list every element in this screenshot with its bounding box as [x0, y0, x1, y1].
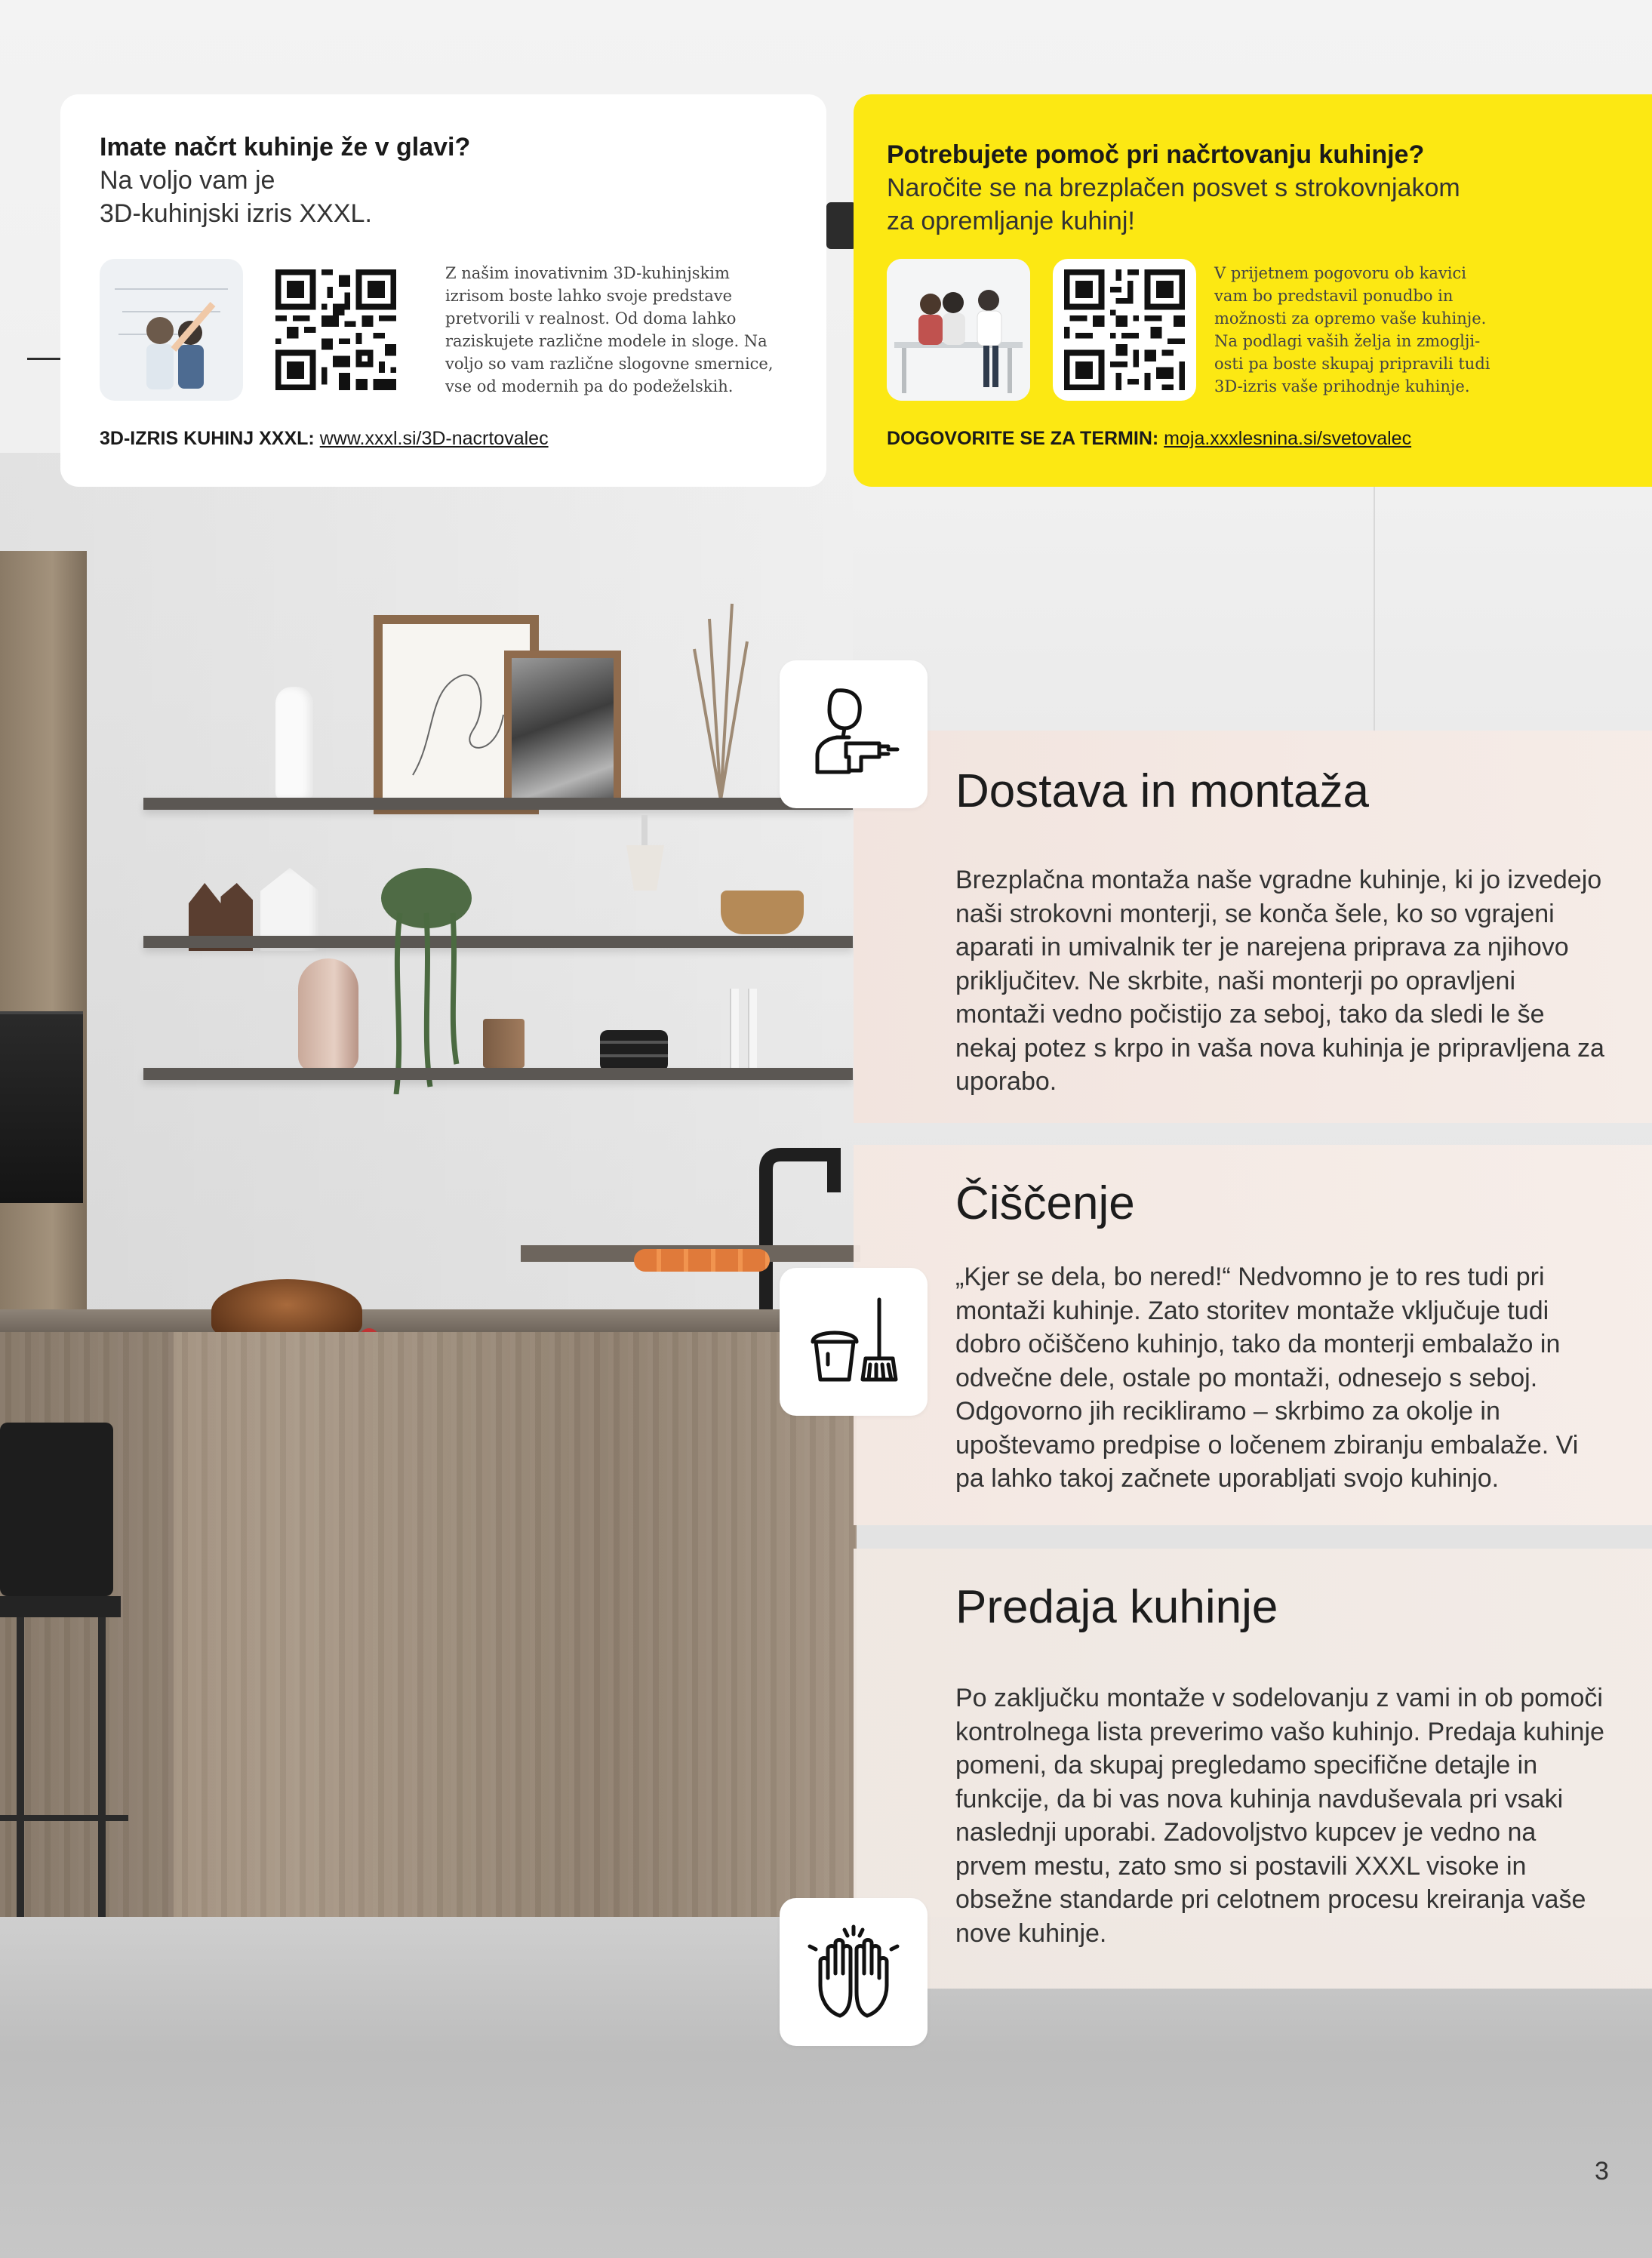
card-3d-lead: Na voljo vam je 3D-kuhinjski izris XXXL. [100, 166, 372, 228]
bucket-broom-icon [801, 1289, 906, 1395]
card-3d-description: Z našim inovativnim 3D-kuhinjskim izrisom boste lahko svoje predstave pretvorili v realnost. Od doma lahko raziskujete različne modele in sloge. Na voljo so vam različne slogovne smernice, vse od modernih pa do podeželskih. [445, 264, 774, 395]
dried-grass [679, 589, 762, 800]
qr-code-icon [1064, 269, 1185, 390]
card-consult-title: Potrebujete pomoč pri načrtovanju kuhinje? [887, 140, 1425, 169]
service-title: Dostava in montaža [955, 765, 1369, 817]
service-body: Po zaključku montaže v sodelovanju z vami in ob pomoči kontrolnega lista preverimo vašo kuhinjo. Predaja kuhinje pomeni, da skupaj pregledamo specifične detajle in funkcije, da bi vas nova kuhinja navduševala pri vsaki naslednji uporabi. Zadovoljstvo kupcev je vedno na prvem mestu, zato smo si postavili XXXL visoke in obsežne standarde pri celotnem procesu kreiranja vaše nove kuhinje. [955, 1684, 1604, 1948]
qr-code-icon [275, 269, 396, 390]
card-3d-planner [60, 94, 826, 487]
card-consult-description: V prijetnem pogovoru ob kavici vam bo predstavil ponudbo in možnosti za opremo vaše kuhinje. Na podlagi vaših želja in zmoglji- osti pa boste skupaj pripravili tudi 3D-izris vaše prihodnje kuhinje. [1214, 264, 1490, 395]
card-consult-lead: Naročite se na brezplačen posvet s strokovnjakom za opremljanje kuhinj! [887, 174, 1460, 235]
service-title: Predaja kuhinje [955, 1581, 1278, 1633]
oven [0, 1011, 83, 1203]
card-consult-link-label: DOGOVORITE SE ZA TERMIN: [887, 428, 1159, 449]
wall-hook [826, 202, 857, 249]
card-consultation [854, 94, 1652, 487]
books [721, 989, 766, 1072]
installer-tile [780, 660, 928, 808]
service-body: „Kjer se dela, bo nered!“ Nedvomno je to res tudi pri montaži kuhinje. Zato storitev montaže vključuje tudi dobro očiščeno kuhinjo, tako da monterji embalažo in odvečne dele, ostale po montaži, odnesejo s seboj. Odgovorno jih recikliramo – skrbimo za okolje in upoštevamo predpise o ločenem zbiranju embalaže. Vi pa lahko takoj začnete uporabljati svojo kuhinjo. [955, 1263, 1579, 1493]
handover-tile [780, 1898, 928, 2046]
card-3d-link[interactable]: www.xxxl.si/3D-nacrtovalec [319, 428, 549, 449]
service-cleaning [854, 1145, 1652, 1525]
card-consult-link[interactable]: moja.xxxlesnina.si/svetovalec [1164, 428, 1412, 449]
consultation-meeting-photo [887, 259, 1030, 401]
service-delivery-assembly [854, 731, 1652, 1123]
white-vase [275, 687, 313, 800]
page-number: 3 [1595, 2157, 1609, 2186]
service-body: Brezplačna montaža naše vgradne kuhinje, ki jo izvedejo naši strokovni monterji, se konča šele, ko so vgrajeni aparati in umivalnik ter je narejena priprava za njihovo priključitev. Ne skrbite, naši monterji po opravljeni montaži vedno počistijo za seboj, tako da sledi le še nekaj potez s krpo in vaša nova kuhinja je pripravljena za uporabo. [955, 866, 1604, 1096]
hanging-plant [370, 868, 483, 1094]
spice-jars [483, 1019, 525, 1068]
cleaning-tile [780, 1268, 928, 1416]
carrots [634, 1249, 770, 1272]
picture-frame-photo [504, 651, 621, 809]
service-handover [854, 1549, 1652, 1989]
basket-bowl [721, 891, 804, 934]
qr-code-consultation[interactable] [1053, 259, 1196, 401]
couple-sketch-photo [100, 259, 243, 401]
wall-dash [27, 358, 62, 360]
card-3d-link-label: 3D-IZRIS KUHINJ XXXL: [100, 428, 315, 449]
card-3d-title: Imate načrt kuhinje že v glavi? [100, 133, 471, 162]
shelf-middle [143, 936, 853, 948]
service-title: Čiščenje [955, 1177, 1135, 1229]
wall-lamp [619, 815, 672, 891]
installer-drill-icon [801, 681, 906, 787]
ceramic-jug [298, 958, 358, 1072]
countertop [0, 1309, 857, 1332]
shelf-upper [143, 798, 853, 810]
card-consult-link-line [887, 428, 1411, 450]
high-five-icon [801, 1919, 906, 2025]
qr-code-3d-planner[interactable] [264, 259, 408, 401]
card-3d-link-line [100, 428, 549, 450]
stacked-bowls [600, 1030, 668, 1072]
shelf-lower [143, 1068, 853, 1080]
